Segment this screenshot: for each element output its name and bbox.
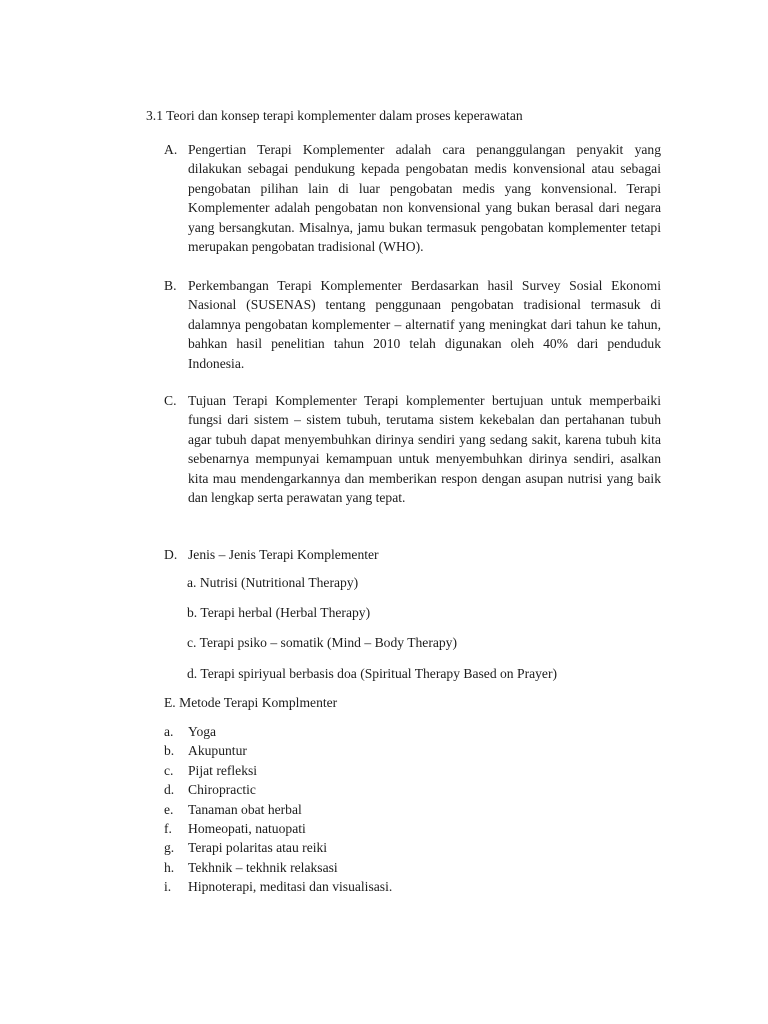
item-text: Pengertian Terapi Komplementer adalah cara penanggulangan penyakit yang dilakukan sebagai pendukung kepada pengobatan medis konvensional atau sebagai pengobatan pilihan lain di luar pengobatan medis yang konvensional. Terapi Komplementer adalah pengobatan non konvensional yang bukan berasal dari negara yang bersangkutan. Misalnya, jamu bukan termasuk pengobatan komplementer tetapi merupakan pengobatan tradisional (WHO). [188, 142, 661, 255]
item-text: Jenis – Jenis Terapi Komplementer [188, 547, 379, 562]
item-letter: A. [164, 142, 178, 157]
list-letter: e. [164, 801, 174, 817]
list-letter: i. [164, 879, 172, 895]
list-item [164, 858, 644, 877]
list-letter: f. [164, 820, 172, 836]
list-text: Tekhnik – tekhnik relaksasi [188, 859, 338, 875]
list-item: d. Terapi spiriyual berbasis doa (Spiritual Therapy Based on Prayer) [187, 665, 558, 681]
list-letter: h. [164, 859, 175, 875]
list-text: Homeopati, natuopati [188, 820, 306, 836]
list-item [164, 877, 644, 896]
list-item [164, 838, 644, 857]
methods-list [164, 722, 644, 897]
list-text: Hipnoterapi, meditasi dan visualisasi. [188, 879, 393, 895]
list-letter: a. [164, 724, 174, 739]
list-text: Yoga [188, 724, 217, 739]
methods-heading: E. Metode Terapi Komplmenter [164, 695, 338, 710]
list-item [164, 722, 644, 741]
list-item: a. Nutrisi (Nutritional Therapy) [187, 575, 359, 590]
item-d-types [164, 545, 661, 564]
list-text: Chiropractic [188, 782, 256, 798]
list-text: Akupuntur [188, 743, 247, 759]
list-letter: c. [164, 762, 174, 778]
list-letter: d. [164, 782, 175, 798]
list-letter: g. [164, 840, 175, 856]
list-text: Terapi polaritas atau reiki [188, 840, 328, 856]
list-item [164, 819, 644, 838]
item-text: Tujuan Terapi Komplementer Terapi komplementer bertujuan untuk memperbaiki fungsi dari sistem – sistem tubuh, terutama sistem kekebalan dan pertahanan tubuh agar tubuh dapat menyembuhkan dirinya sendiri yang sedang sakit, karena tubuh kita sebenarnya mempunyai kemampuan untuk menyembuhkan dirinya sendiri, asalkan kita mau mendengarkannya dan memberikan respon dengan asupan nutrisi yang baik dan lengkap serta perawatan yang tepat. [188, 393, 661, 506]
item-c-purpose [164, 391, 661, 507]
item-letter: D. [164, 547, 178, 562]
section-title: 3.1 Teori dan konsep terapi komplementer dalam proses keperawatan [146, 108, 523, 123]
list-letter: b. [164, 743, 175, 759]
list-item: b. Terapi herbal (Herbal Therapy) [187, 605, 371, 621]
list-text: Pijat refleksi [188, 762, 258, 778]
list-item [164, 800, 644, 819]
therapy-types-list [187, 573, 667, 694]
item-letter: B. [164, 278, 177, 293]
list-item [164, 761, 644, 780]
item-b-development [164, 276, 661, 373]
list-text: Tanaman obat herbal [188, 801, 302, 817]
item-text: Perkembangan Terapi Komplementer Berdasarkan hasil Survey Sosial Ekonomi Nasional (SUSENAS) tentang penggunaan pengobatan tradisional termasuk di dalamnya pengobatan komplementer – alternatif yang meningkat dari tahun ke tahun, bahkan hasil penelitian tahun 2010 telah digunakan oleh 40% dari penduduk Indonesia. [188, 278, 661, 371]
list-item [164, 741, 644, 760]
item-letter: C. [164, 393, 177, 408]
item-a-definition [164, 140, 661, 256]
list-item: c. Terapi psiko – somatik (Mind – Body Therapy) [187, 635, 458, 651]
list-item [164, 780, 644, 799]
